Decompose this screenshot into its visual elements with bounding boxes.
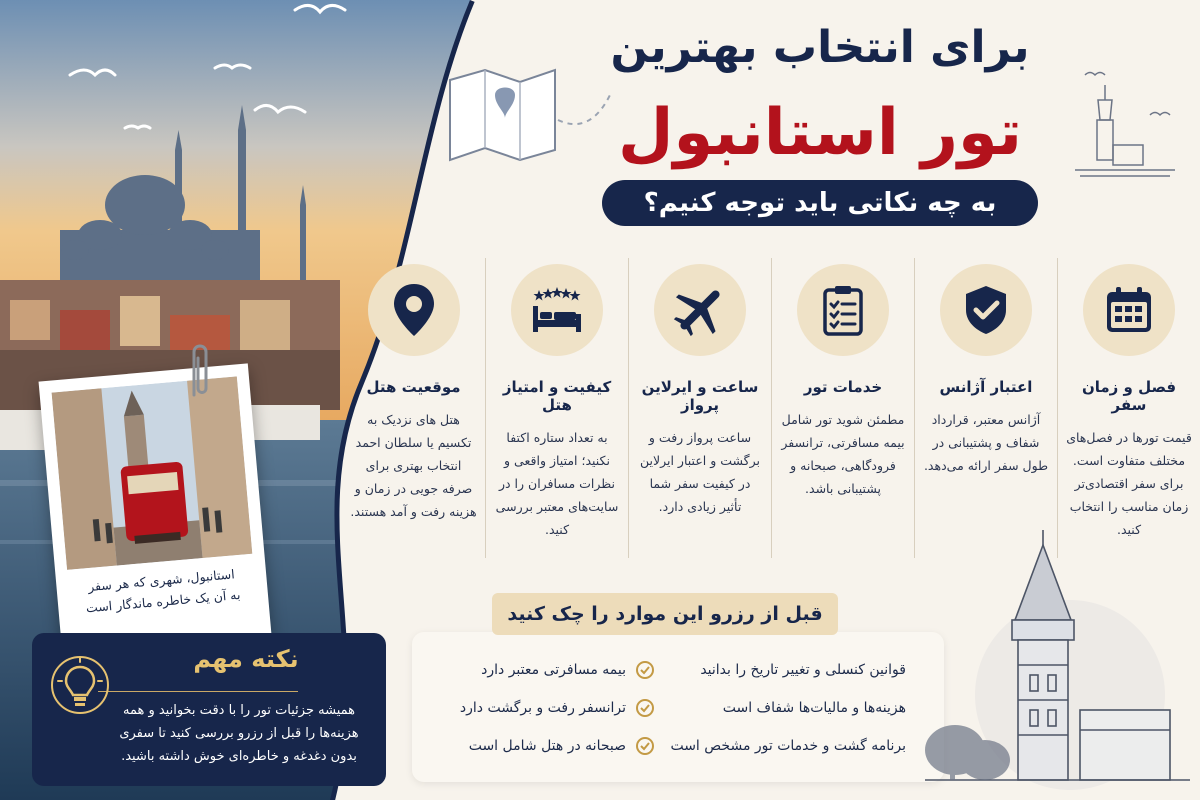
note-title: نکته مهم [193, 645, 299, 673]
check-text: هزینه‌ها و مالیات‌ها شفاف است [722, 700, 906, 716]
feature-text: به تعداد ستاره اکتفا نکنید؛ امتیاز واقعی و نظرات مسافران را در سایت‌های معتبر بررسی کنید. [495, 430, 619, 537]
feature-title: اعتبار آژانس [939, 378, 1033, 396]
checklist-item [700, 658, 906, 682]
feature-title: موقعیت هتل [366, 378, 461, 396]
feature-title: ساعت و ایرلاین پرواز [641, 378, 759, 414]
feature-hotel-quality [485, 258, 628, 558]
feature-text: قیمت تورها در فصل‌های مختلف متفاوت است. برای سفر اقتصادی‌تر زمان مناسب را انتخاب کنید. [1066, 430, 1192, 537]
feature-text: ساعت پرواز رفت و برگشت و اعتبار ایرلاین در کیفیت سفر شما تأثیر زیادی دارد. [639, 430, 760, 514]
feature-hotel-location [342, 258, 485, 558]
hotel-bed-icon [527, 282, 587, 338]
note-text: همیشه جزئیات تور را با دقت بخوانید و همه هزینه‌ها را قبل از رزرو بررسی کنید تا سفری بدون دغدغه و خاطره‌ای خوش داشته باشید. [119, 703, 359, 764]
check-icon [636, 699, 654, 717]
feature-title: کیفیت و امتیاز هتل [502, 378, 612, 414]
important-note-box [32, 633, 386, 786]
location-pin-icon [386, 280, 442, 340]
lightbulb-icon [50, 655, 110, 715]
clipboard-icon [815, 282, 871, 338]
polaroid-photo-card [39, 363, 272, 652]
checklist-card [412, 632, 944, 782]
title-line-1: برای انتخاب بهترین [610, 22, 1030, 73]
check-icon [636, 661, 654, 679]
checklist-item [460, 696, 654, 720]
checklist-item [481, 658, 654, 682]
check-text: قوانین کنسلی و تغییر تاریخ را بدانید [700, 662, 906, 678]
feature-text: هتل های نزدیک به تکسیم یا سلطان احمد انتخاب بهتری برای صرفه جویی در زمان و هزینه رفت و آمد هستند. [350, 412, 477, 519]
checklist-item [723, 696, 906, 720]
title-line-2: تور استانبول [617, 96, 1023, 170]
map-pin-sketch-icon [440, 60, 620, 170]
feature-agency [914, 258, 1057, 558]
shield-check-icon [958, 282, 1014, 338]
feature-text: مطمئن شوید تور شامل بیمه مسافرتی، ترانسفر فرودگاهی، صبحانه و پشتیبانی باشد. [781, 412, 905, 496]
feature-services [771, 258, 914, 558]
feature-columns [340, 258, 1200, 558]
checklist-item [670, 734, 906, 758]
paperclip-icon [184, 340, 214, 400]
feature-season [1057, 258, 1200, 558]
feature-flight [628, 258, 771, 558]
feature-text: آژانس معتبر، قرارداد شفاف و پشتیبانی در طول سفر ارائه می‌دهد. [923, 412, 1049, 473]
feature-title: خدمات تور [803, 378, 883, 396]
check-text: بیمه مسافرتی معتبر دارد [481, 662, 626, 678]
checklist-title: قبل از رزرو این موارد را چک کنید [492, 593, 838, 635]
caption-line-1: استانبول، شهری که هر سفر [87, 566, 236, 595]
checklist-item [469, 734, 654, 758]
check-text: برنامه گشت و خدمات تور مشخص است [670, 738, 906, 754]
note-divider [98, 691, 298, 692]
istiklal-tram-photo [52, 376, 253, 570]
airplane-icon [670, 280, 730, 340]
caption-line-2: به آن یک خاطره ماندگار است [85, 586, 241, 616]
maiden-tower-sketch-icon [1070, 70, 1180, 190]
polaroid-caption [68, 562, 257, 620]
galata-tower-sketch-icon [920, 525, 1195, 795]
subtitle-pill: به چه نکاتی باید توجه کنیم؟ [602, 180, 1038, 226]
check-text: ترانسفر رفت و برگشت دارد [459, 700, 626, 716]
check-text: صبحانه در هتل شامل است [468, 738, 626, 754]
feature-title: فصل و زمان سفر [1081, 378, 1177, 414]
check-icon [636, 737, 654, 755]
calendar-icon [1101, 282, 1157, 338]
